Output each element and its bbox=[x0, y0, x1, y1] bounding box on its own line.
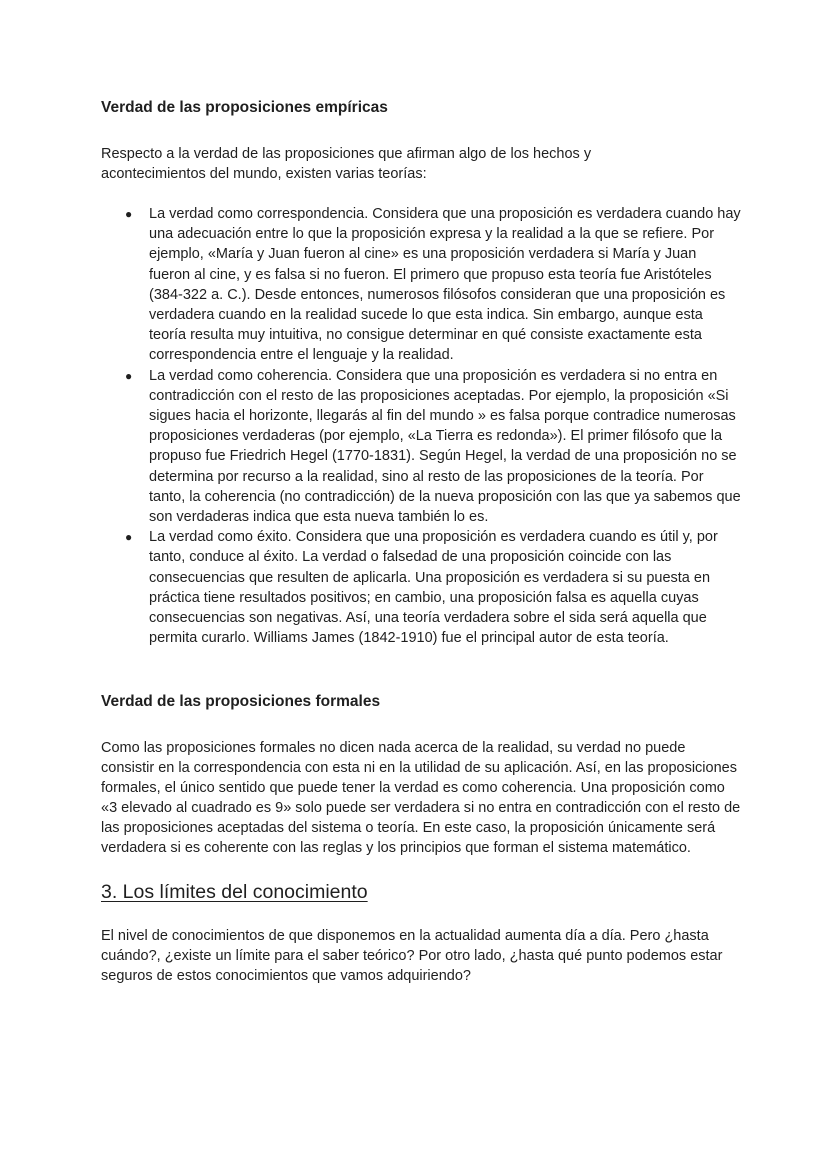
bullet-icon: ● bbox=[125, 368, 133, 383]
theories-list bbox=[101, 204, 741, 648]
list-item bbox=[101, 366, 741, 528]
list-item-text: La verdad como coherencia. Considera que una proposición es verdadera si no entra en contradicción con el resto de las proposiciones aceptadas. Por ejemplo, la proposición «Si sigues hacia el horizonte, llegarás al fin del mundo » es falsa porque contradice numerosas proposiciones verdaderas (por ejemplo, «La Tierra es redonda»). El primer filósofo que la propuso fue Friedrich Hegel (1770-1831). Según Hegel, la verdad de una proposición no se determina por recurso a la realidad, sino al resto de las proposiciones de la teoría. Por tanto, la coherencia (no contradicción) de la nueva proposición con las que ya sabemos que son verdaderas indica que esta nueva también lo es. bbox=[149, 367, 741, 526]
body-limites: El nivel de conocimientos de que disponemos en la actualidad aumenta día a día. Pero ¿hasta cuándo?, ¿existe un límite para el saber teórico? Por otro lado, ¿hasta qué punto podemos estar seguros de estos conocimientos que vamos adquiriendo? bbox=[101, 928, 723, 985]
bullet-icon: ● bbox=[125, 530, 133, 545]
heading-formales: Verdad de las proposiciones formales bbox=[101, 693, 381, 711]
bullet-icon: ● bbox=[125, 207, 133, 221]
list-item bbox=[101, 204, 741, 366]
intro-empiricas: Respecto a la verdad de las proposiciones que afirman algo de los hechos y acontecimientos del mundo, existen varias teorías: bbox=[101, 146, 592, 182]
list-item-text: La verdad como correspondencia. Considera que una proposición es verdadera cuando hay una adecuación entre lo que la proposición expresa y la realidad a la que se refiere. Por ejemplo, «María y Juan fueron al cine» es una proposición verdadera si María y Juan fueron al cine, y es falsa si no fueron. El primero que propuso esta teoría fue Aristóteles (384-322 a. C.). Desde entonces, numerosos filósofos consideran que una proposición es verdadera cuando en la realidad sucede lo que esta indica. Sin embargo, aunque esta teoría resulta muy intuitiva, no consigue determinar en qué consiste exactamente esta correspondencia entre el lenguaje y la realidad. bbox=[149, 206, 741, 364]
list-item bbox=[101, 527, 741, 648]
heading-empiricas: Verdad de las proposiciones empíricas bbox=[101, 99, 388, 116]
document-page bbox=[101, 98, 741, 986]
body-formales: Como las proposiciones formales no dicen nada acerca de la realidad, su verdad no puede consistir en la correspondencia con esta ni en la utilidad de su aplicación. Así, en las proposiciones formales, el único sentido que puede tener la verdad es como coherencia. Una proposición como «3 elevado al cuadrado es 9» solo puede ser verdadera si no entra en contradicción con el resto de las proposiciones aceptadas del sistema o teoría. En este caso, la proposición únicamente será verdadera si es coherente con las reglas y los principios que forman el sistema matemático. bbox=[101, 740, 741, 857]
heading-limites: 3. Los límites del conocimiento bbox=[101, 881, 368, 904]
list-item-text: La verdad como éxito. Considera que una proposición es verdadera cuando es útil y, por tanto, conduce al éxito. La verdad o falsedad de una proposición coincide con las consecuencias que resulten de aplicarla. Una proposición es verdadera si su puesta en práctica tiene resultados positivos; en cambio, una proposición falsa es aquella cuyas consecuencias son negativas. Así, una teoría verdadera sobre el sida será aquella que permita curarlo. Williams James (1842-1910) fue el principal autor de esta teoría. bbox=[149, 529, 718, 647]
